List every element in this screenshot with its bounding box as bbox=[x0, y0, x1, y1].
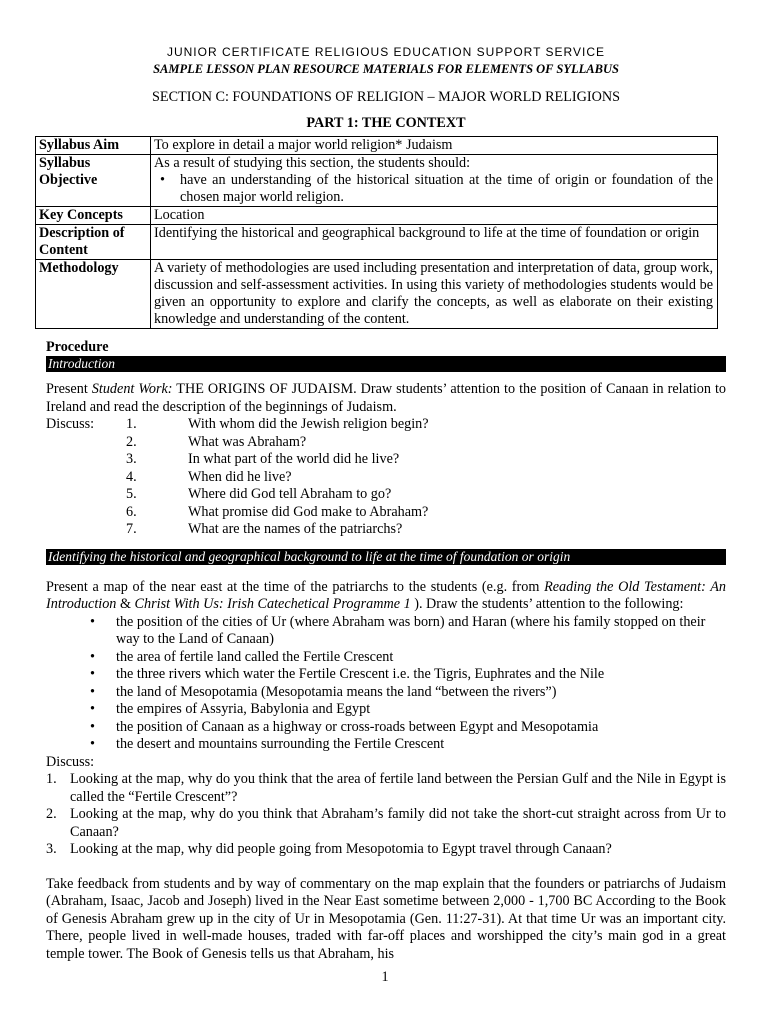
question-text: Looking at the map, why did people going from Mesopotomia to Egypt travel through Canaan? bbox=[70, 841, 612, 857]
bullet-icon: • bbox=[90, 666, 95, 682]
syllabus-aim-value: To explore in detail a major world religion* Judaism bbox=[151, 137, 718, 155]
document-page bbox=[39, 40, 726, 963]
spacer bbox=[46, 469, 126, 487]
point-text: the position of the cities of Ur (where Abraham was born) and Haran (where his family stopped on their way to the Land of Canaan) bbox=[116, 613, 706, 647]
spacer bbox=[46, 486, 126, 504]
list-item bbox=[46, 434, 726, 452]
intro-text-pre: Present bbox=[46, 381, 92, 397]
page-number: 1 bbox=[381, 969, 389, 985]
table-row bbox=[36, 137, 718, 155]
list-item bbox=[46, 469, 726, 487]
list-item bbox=[46, 736, 726, 754]
bullet-icon: • bbox=[90, 701, 95, 717]
bullet-icon: • bbox=[90, 718, 95, 735]
map-text-c: & bbox=[116, 596, 135, 612]
map-points-list bbox=[46, 614, 726, 754]
spacer bbox=[46, 451, 126, 469]
description-label: Description of Content bbox=[36, 225, 151, 260]
point-text: the area of fertile land called the Fertile Crescent bbox=[116, 648, 394, 665]
list-item bbox=[46, 684, 726, 702]
question-text: Where did God tell Abraham to go? bbox=[188, 486, 392, 502]
map-paragraph bbox=[46, 579, 726, 614]
question-text: When did he live? bbox=[188, 468, 292, 485]
list-item bbox=[46, 504, 726, 522]
table-row bbox=[36, 207, 718, 225]
syllabus-objective-label: Syllabus Objective bbox=[36, 155, 151, 207]
key-concepts-value: Location bbox=[151, 207, 718, 225]
book-title-2: Christ With Us: Irish Catechetical Programme 1 bbox=[134, 596, 411, 612]
point-text: the empires of Assyria, Babylonia and Egypt bbox=[116, 701, 371, 717]
point-text: the three rivers which water the Fertile Crescent i.e. the Tigris, Euphrates and the Nile bbox=[116, 666, 605, 682]
bullet-icon: • bbox=[90, 648, 95, 665]
book-title-1: Reading the Old Testament: An Introduction bbox=[46, 578, 726, 612]
question-number: 4. bbox=[126, 468, 137, 485]
point-text: the land of Mesopotamia (Mesopotamia means the land “between the rivers”) bbox=[116, 683, 557, 700]
map-text-a: Present a map of the near east at the time of the patriarchs to the students (e.g. from bbox=[46, 578, 545, 595]
list-item bbox=[46, 416, 726, 434]
question-number: 2. bbox=[46, 806, 57, 822]
question-number: 1. bbox=[126, 416, 137, 432]
map-questions-list bbox=[46, 771, 726, 859]
list-item bbox=[46, 666, 726, 684]
list-item bbox=[46, 771, 726, 806]
objective-bullet-text: have an understanding of the historical situation at the time of origin or foundation of the chosen major world religion. bbox=[180, 172, 713, 205]
methodology-label: Methodology bbox=[36, 260, 151, 329]
objective-bullet bbox=[154, 172, 713, 206]
bullet-icon: • bbox=[90, 683, 95, 700]
table-row bbox=[36, 260, 718, 329]
discuss-label: Discuss: bbox=[46, 753, 95, 770]
intro-paragraph bbox=[46, 381, 726, 416]
list-item bbox=[46, 719, 726, 737]
student-work-label: Student Work: bbox=[91, 381, 173, 397]
service-header: JUNIOR CERTIFICATE RELIGIOUS EDUCATION SUPPORT SERVICE bbox=[166, 45, 606, 59]
procedure-heading: Procedure bbox=[46, 339, 109, 355]
map-text-e: ). Draw the students’ attention to the following: bbox=[410, 596, 684, 612]
list-item bbox=[46, 701, 726, 719]
section-title: SECTION C: FOUNDATIONS OF RELIGION – MAJOR WORLD RELIGIONS bbox=[152, 89, 620, 105]
question-number: 3. bbox=[126, 451, 137, 467]
question-text: Looking at the map, why do you think that Abraham’s family did not take the short-cut straight across from Ur to Canaan? bbox=[70, 806, 726, 840]
intro-questions bbox=[46, 416, 726, 539]
closing-paragraph: Take feedback from students and by way of commentary on the map explain that the founders or patriarchs of Judaism (Abraham, Isaac, Jacob and Joseph) lived in the Near East sometime between 2,000 - 1,700 BC According to the Book of Genesis Abraham grew up in the city of Ur in Mesopotamia (Gen. 11:27-31). At that time Ur was an important city. There, people lived in well-made houses, traded with far-off places and worshipped the city’s main god in a great temple tower. The Book of Genesis tells us that Abraham, his bbox=[46, 875, 726, 962]
objective-intro: As a result of studying this section, the students should: bbox=[154, 155, 471, 171]
part-title: PART 1: THE CONTEXT bbox=[306, 115, 466, 131]
spacer bbox=[46, 521, 126, 539]
list-item bbox=[46, 841, 726, 859]
question-text: Looking at the map, why do you think that the area of fertile land between the Persian Gulf and the Nile in Egypt is called the “Fertile Crescent”? bbox=[70, 771, 726, 805]
intro-text-post: THE ORIGINS OF JUDAISM. Draw students’ attention to the position of Canaan in relation to Ireland and read the description of the beginnings of Judaism. bbox=[46, 381, 726, 415]
question-number: 3. bbox=[46, 841, 57, 857]
list-item bbox=[46, 451, 726, 469]
table-row bbox=[36, 225, 718, 260]
introduction-bar: Introduction bbox=[46, 356, 726, 372]
list-item bbox=[46, 521, 726, 539]
point-text: the desert and mountains surrounding the Fertile Crescent bbox=[116, 736, 445, 752]
spacer bbox=[46, 504, 126, 522]
syllabus-objective-value bbox=[151, 155, 718, 207]
section-bar: Identifying the historical and geographical background to life at the time of foundation or origin bbox=[46, 549, 726, 565]
resource-subheader: SAMPLE LESSON PLAN RESOURCE MATERIALS FOR ELEMENTS OF SYLLABUS bbox=[153, 62, 619, 76]
list-item bbox=[46, 486, 726, 504]
question-text: With whom did the Jewish religion begin? bbox=[188, 416, 429, 432]
key-concepts-label: Key Concepts bbox=[36, 207, 151, 225]
syllabus-aim-label: Syllabus Aim bbox=[36, 137, 151, 155]
bullet-icon: • bbox=[90, 736, 95, 752]
question-number: 1. bbox=[46, 771, 57, 787]
question-text: In what part of the world did he live? bbox=[188, 451, 400, 467]
table-row bbox=[36, 155, 718, 207]
question-text: What promise did God make to Abraham? bbox=[188, 503, 429, 520]
question-text: What are the names of the patriarchs? bbox=[188, 521, 403, 537]
description-value: Identifying the historical and geographical background to life at the time of foundation or origin bbox=[151, 225, 718, 260]
discuss-label: Discuss: bbox=[46, 416, 95, 432]
question-number: 2. bbox=[126, 433, 137, 450]
list-item bbox=[46, 614, 726, 649]
point-text: the position of Canaan as a highway or cross-roads between Egypt and Mesopotamia bbox=[116, 718, 599, 735]
methodology-value: A variety of methodologies are used including presentation and interpretation of data, group work, discussion and self-assessment activities. In using this variety of methodologies students would be given an opportunity to explore and clarify the concepts, as well as elaborate on their existing knowledge and understanding of the content. bbox=[151, 260, 718, 329]
question-number: 5. bbox=[126, 486, 137, 502]
question-text: What was Abraham? bbox=[188, 433, 307, 450]
syllabus-table bbox=[35, 136, 718, 329]
list-item bbox=[46, 806, 726, 841]
bullet-icon: • bbox=[160, 172, 165, 188]
spacer bbox=[46, 434, 126, 452]
list-item bbox=[46, 649, 726, 667]
bullet-icon: • bbox=[90, 613, 95, 630]
question-number: 7. bbox=[126, 521, 137, 537]
question-number: 6. bbox=[126, 503, 137, 520]
